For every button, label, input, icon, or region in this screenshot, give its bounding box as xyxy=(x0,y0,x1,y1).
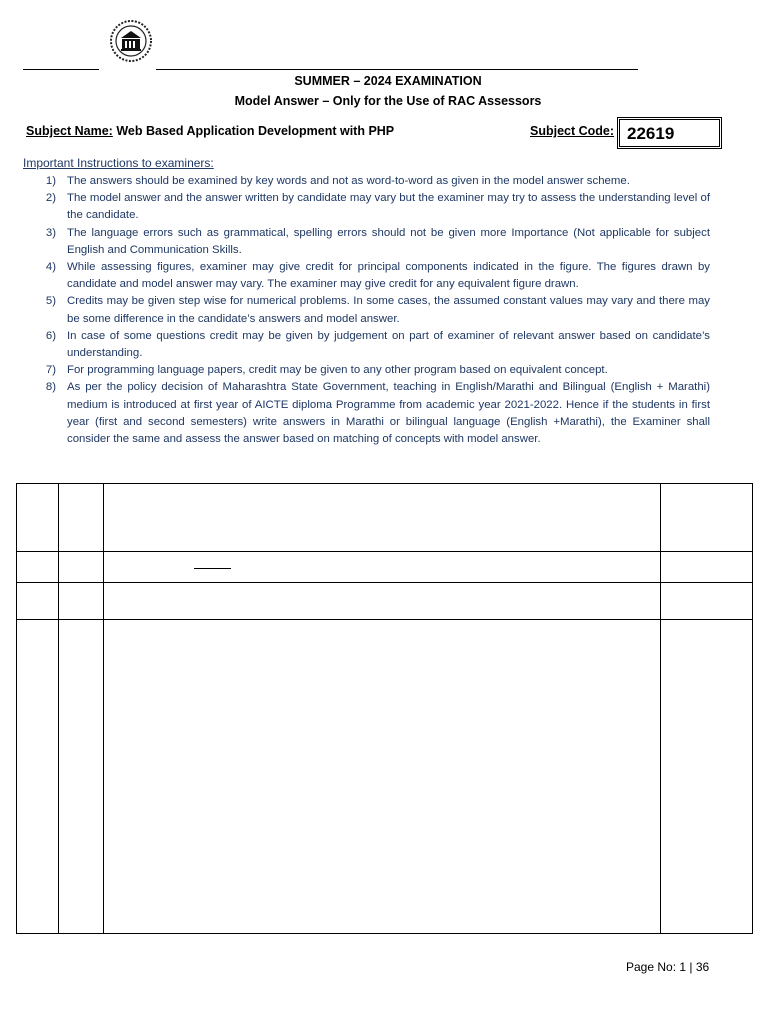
table-row-divider xyxy=(17,582,752,583)
subject-name-label: Subject Name: xyxy=(26,124,113,138)
subject-name xyxy=(26,124,394,138)
answer-table xyxy=(16,483,753,934)
instruction-item: 8) As per the policy decision of Maharashtra State Government, teaching in English/Marathi and Bilingual (English + Marathi) medium is introduced at first year of AICTE diploma Programme from academic year 2021-2022. Hence if the students in first year (first and second semesters) write answers in Marathi or bilingual language (English +Marathi), the Examiner shall consider the same and assess the answer based on matching of concepts with model answer. xyxy=(45,381,710,446)
institution-emblem-icon xyxy=(108,18,154,64)
page-number: Page No: 1 | 36 xyxy=(626,960,710,974)
instruction-item: 3) The language errors such as grammatical, spelling errors should not be given more Importance (Not applicable for subject English and Communication Skills. xyxy=(45,226,710,256)
instructions-title: Important Instructions to examiners: xyxy=(23,156,214,170)
model-answer-title: Model Answer – Only for the Use of RAC Assessors xyxy=(234,94,542,108)
table-row-divider xyxy=(17,551,752,552)
instructions-list xyxy=(30,173,710,448)
instruction-item: 5) Credits may be given step wise for numerical problems. In some cases, the assumed constant values may vary and there may be some difference in the candidate’s answers and model answer. xyxy=(45,295,710,325)
subject-name-value: Web Based Application Development with PHP xyxy=(116,124,395,138)
exam-title: SUMMER – 2024 EXAMINATION xyxy=(294,74,482,88)
subject-code-box xyxy=(617,117,722,149)
header-rule-right xyxy=(156,69,638,70)
instruction-item: 2) The model answer and the answer written by candidate may vary but the examiner may try to assess the understanding level of the candidate. xyxy=(45,192,710,222)
instruction-item: 1) The answers should be examined by key words and not as word-to-word as given in the model answer scheme. xyxy=(45,175,630,187)
instruction-item: 6) In case of some questions credit may be given by judgement on part of examiner of relevant answer based on candidate’s understanding. xyxy=(45,329,710,360)
table-short-rule xyxy=(194,568,231,569)
subject-code-value: 22619 xyxy=(627,124,675,143)
instruction-item: 7) For programming language papers, credit may be given to any other program based on equivalent concept. xyxy=(45,364,608,377)
instruction-item: 4) While assessing figures, examiner may give credit for principal components indicated in the figure. The figures drawn by candidate and model answer may vary. The examiner may give credit for any equivalent figure drawn. xyxy=(45,261,710,291)
header-rule-left xyxy=(23,69,99,70)
subject-code-label: Subject Code: xyxy=(530,124,615,138)
table-row-divider xyxy=(17,619,752,620)
